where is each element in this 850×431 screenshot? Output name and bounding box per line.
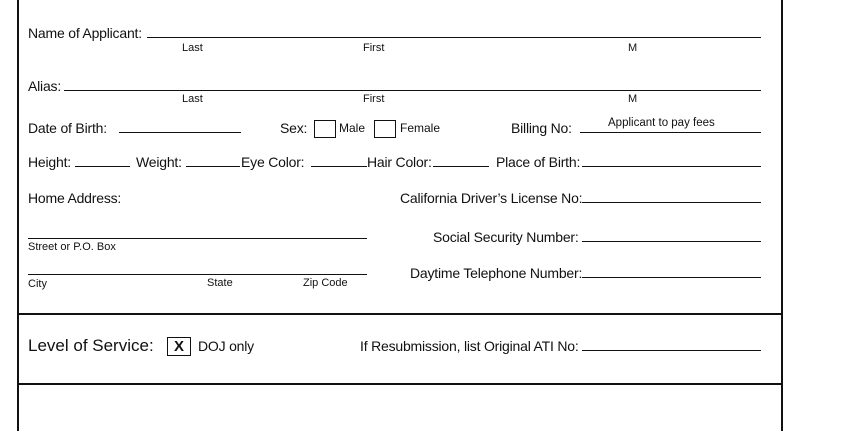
level-of-service-label: Level of Service: [28,336,154,355]
street-field[interactable] [28,238,367,239]
billing-number-label: Billing No: [511,120,572,136]
alias-label: Alias: [28,78,62,94]
date-of-birth-field[interactable] [119,132,241,133]
weight-field[interactable] [186,166,240,167]
sex-female-label: Female [400,121,441,135]
alias-first-sublabel: First [363,93,385,105]
alias-m-sublabel: M [628,93,638,105]
checkbox-x-mark: X [173,338,184,355]
height-label: Height: [28,154,71,170]
alias-field[interactable] [64,90,761,91]
hair-color-field[interactable] [433,166,489,167]
drivers-license-label: California Driver’s License No: [400,190,583,206]
resubmission-label: If Resubmission, list Original ATI No: [360,338,579,354]
hair-color-label: Hair Color: [367,154,432,170]
weight-label: Weight: [136,154,182,170]
place-of-birth-label: Place of Birth: [496,154,581,170]
form-frame-left [17,0,19,431]
state-sublabel: State [207,277,233,289]
eye-color-field[interactable] [311,166,367,167]
daytime-phone-label: Daytime Telephone Number: [410,265,583,281]
eye-color-label: Eye Color: [241,154,305,170]
form-frame-right [781,0,783,431]
drivers-license-field[interactable] [582,202,761,203]
name-first-sublabel: First [363,42,385,54]
sex-label: Sex: [280,120,308,136]
name-m-sublabel: M [628,42,638,54]
billing-number-value: Applicant to pay fees [608,117,715,129]
height-field[interactable] [75,166,130,167]
alias-last-sublabel: Last [182,93,203,105]
ssn-field[interactable] [582,241,761,242]
home-address-label: Home Address: [28,190,122,206]
daytime-phone-field[interactable] [582,277,761,278]
city-state-zip-field[interactable] [28,274,367,275]
section-divider-1 [17,313,783,315]
ssn-label: Social Security Number: [433,229,579,245]
name-of-applicant-field[interactable] [147,37,761,38]
sex-female-checkbox[interactable] [374,120,396,138]
street-sublabel: Street or P.O. Box [28,241,116,253]
name-of-applicant-label: Name of Applicant: [28,25,142,41]
zip-code-sublabel: Zip Code [303,277,348,289]
doj-only-checkbox[interactable] [167,337,191,356]
original-ati-field[interactable] [582,350,761,351]
name-last-sublabel: Last [182,42,203,54]
billing-number-field[interactable] [580,132,761,133]
city-sublabel: City [28,278,47,290]
place-of-birth-field[interactable] [582,166,761,167]
doj-only-label: DOJ only [198,338,254,354]
date-of-birth-label: Date of Birth: [28,120,107,136]
sex-male-label: Male [339,121,366,135]
section-divider-2 [17,383,783,385]
sex-male-checkbox[interactable] [314,120,336,138]
